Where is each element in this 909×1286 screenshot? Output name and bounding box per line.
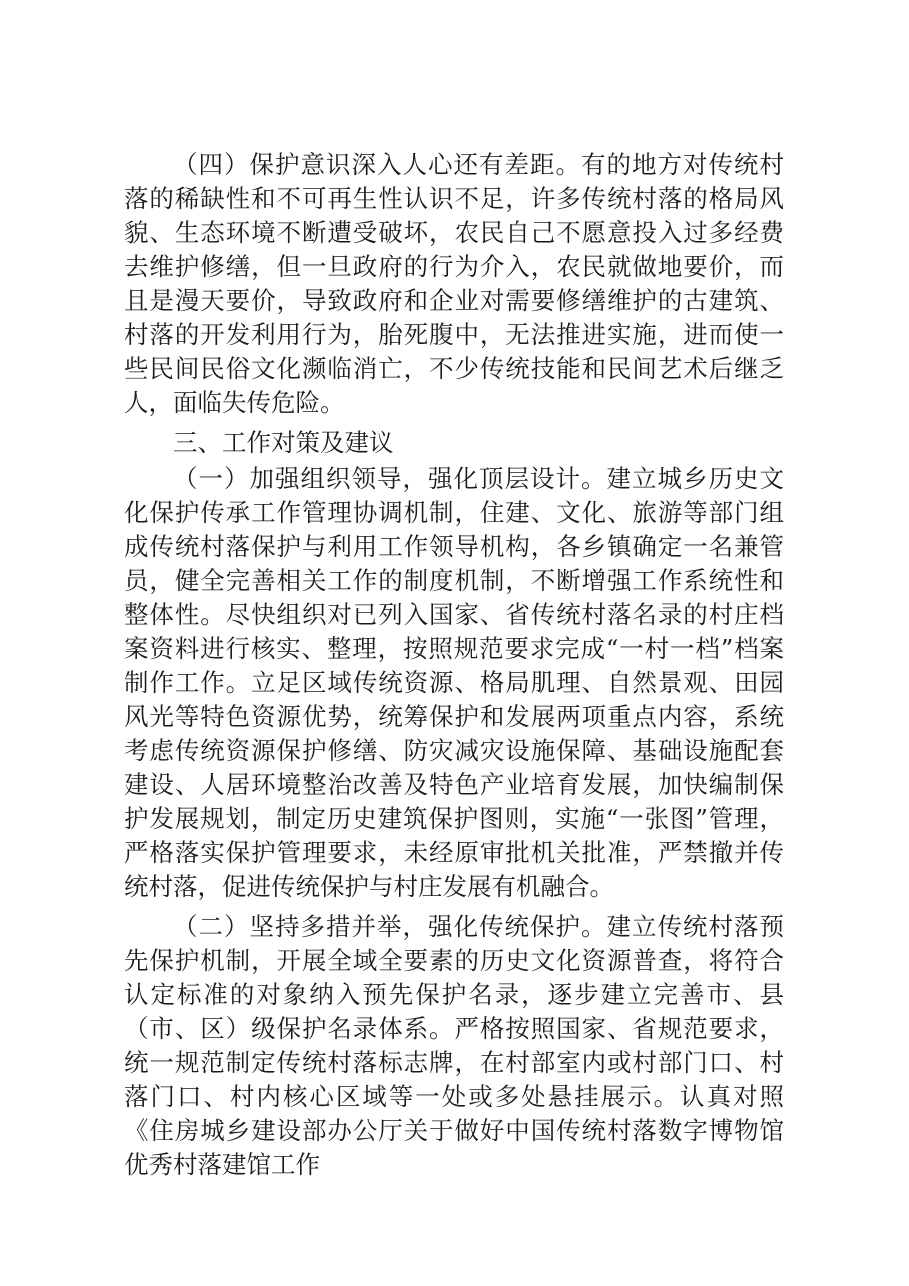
paragraph-multiple-measures: （二）坚持多措并举，强化传统保护。建立传统村落预先保护机制，开展全域全要素的历史文化资源普查，将符合认定标准的对象纳入预先保护名录，逐步建立完善市、县（市、区）级保护名录体系。严格按照国家、省规范要求，统一规范制定传统村落标志牌，在村部室内或村部门口、村落门口、村内核心区域等一处或多处悬挂展示。认真对照《住房城乡建设部办公厅关于做好中国传统村落数字博物馆优秀村落建馆工作 bbox=[124, 912, 784, 1179]
paragraph-awareness-gap: （四）保护意识深入人心还有差距。有的地方对传统村落的稀缺性和不可再生性认识不足，许多传统村落的格局风貌、生态环境不断遭受破坏，农民自己不愿意投入过多经费去维护修缮，但一旦政府的行为介入，农民就做地要价，而且是漫天要价，导致政府和企业对需要修缮维护的古建筑、村落的开发利用行为，胎死腹中，无法推进实施，进而使一些民间民俗文化濒临消亡，不少传统技能和民间艺术后继乏人，面临失传危险。 bbox=[124, 150, 784, 417]
paragraph-organization-leadership: （一）加强组织领导，强化顶层设计。建立城乡历史文化保护传承工作管理协调机制，住建、文化、旅游等部门组成传统村落保护与利用工作领导机构，各乡镇确定一名兼管员，健全完善相关工作的制度机制，不断增强工作系统性和整体性。尽快组织对已列入国家、省传统村落名录的村庄档案资料进行核实、整理，按照规范要求完成“一村一档”档案制作工作。立足区域传统资源、格局肌理、自然景观、田园风光等特色资源优势，统筹保护和发展两项重点内容，系统考虑传统资源保护修缮、防灾减灾设施保障、基础设施配套建设、人居环境整治改善及特色产业培育发展，加快编制保护发展规划，制定历史建筑保护图则，实施“一张图”管理，严格落实保护管理要求，未经原审批机关批准，严禁撤并传统村落，促进传统保护与村庄发展有机融合。 bbox=[124, 464, 784, 901]
section-heading-countermeasures: 三、工作对策及建议 bbox=[173, 428, 394, 457]
document-body bbox=[124, 148, 784, 1182]
